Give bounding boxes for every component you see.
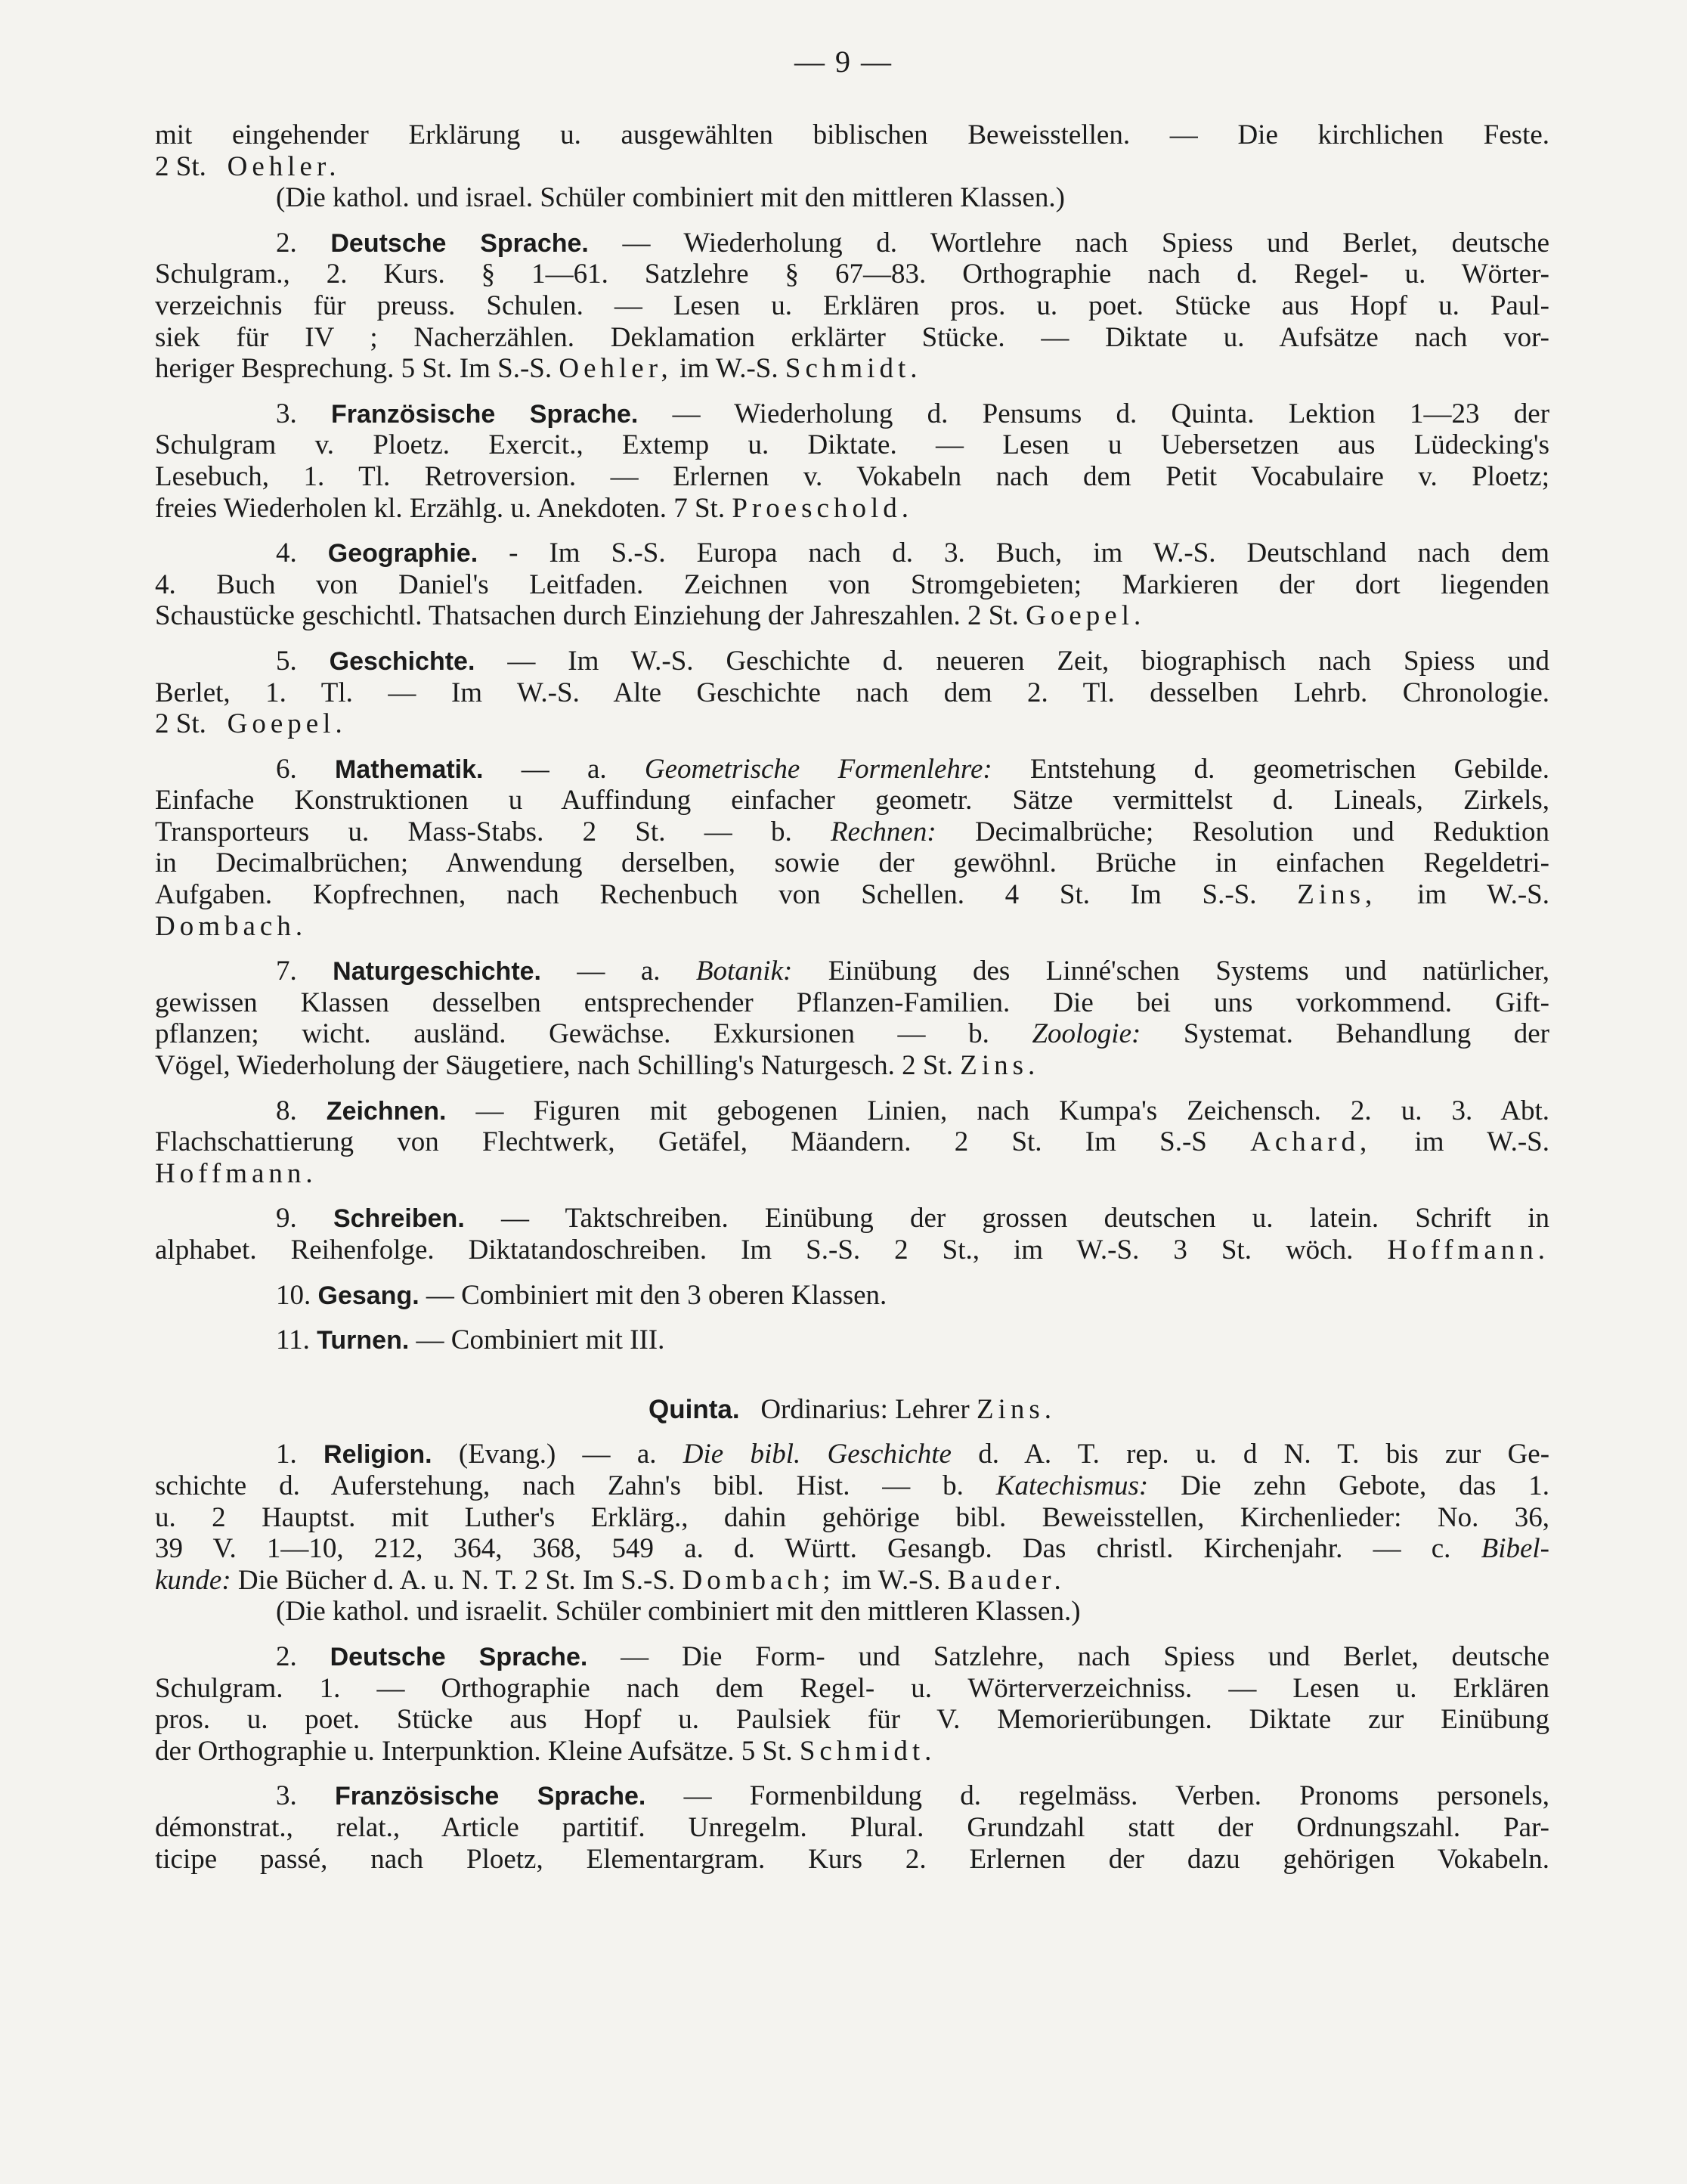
text-span: alphabet. Reihenfolge. Diktatandoschreiben. Im S.-S. 2 St., im W.-S. 3 St. wöch. [155, 1235, 1354, 1265]
section-number: 6. [276, 753, 297, 785]
section-number: 1. [276, 1439, 297, 1470]
text-span: — a. [521, 753, 607, 785]
section-turnen [155, 1324, 1549, 1356]
section-heading: Geographie. [327, 539, 478, 568]
text-line: Schulgram. 1. — Orthographie nach dem Regel- u. Wörterverzeichniss. — Lesen u. Erklären [155, 1672, 1549, 1704]
text-span: der Orthographie u. Interpunktion. Kleine Aufsätze. 5 St. [155, 1735, 793, 1767]
text-line [155, 600, 1549, 632]
section-number: 8. [276, 1095, 297, 1126]
text-line [155, 1736, 1549, 1767]
text-line [155, 1565, 1549, 1597]
section-number: 9. [276, 1203, 297, 1235]
text-line: 4. Buch von Daniel's Leitfaden. Zeichnen von Stromgebieten; Markieren der dort liegenden [155, 568, 1549, 600]
text-span: Die Bücher d. A. u. N. T. 2 St. Im S.-S. [237, 1564, 676, 1596]
section-heading: Französische Sprache. [334, 1782, 646, 1811]
text-span: - Im S.-S. Europa nach d. 3. Buch, im W.-S. Deutschland nach dem [509, 537, 1550, 569]
section-heading: Deutsche Sprache. [330, 228, 589, 258]
text-line: siek für IV ; Nacherzählen. Deklamation erklärter Stücke. — Diktate u. Aufsätze nach vor- [155, 321, 1549, 353]
italic-term: Botanik: [695, 956, 793, 987]
italic-term: Rechnen: [830, 816, 936, 847]
text-line [155, 353, 1549, 385]
teacher-name: Goepel. [227, 708, 347, 740]
text-span: Transporteurs u. Mass-Stabs. 2 St. — b. [155, 816, 792, 847]
teacher-name: Hoffmann. [1387, 1235, 1550, 1265]
teacher-name: Goepel. [1026, 600, 1146, 632]
text-span: — Combiniert mit den 3 oberen Klassen. [426, 1279, 887, 1311]
teacher-name: Dombach; [682, 1564, 835, 1596]
teacher-name: Proeschold. [732, 492, 914, 524]
text-span: pflanzen; wicht. ausländ. Gewächse. Exkursionen — b. [155, 1018, 989, 1050]
teacher-name: Achard, [1250, 1126, 1372, 1158]
text-line: (Die kathol. und israelit. Schüler combiniert mit den mittleren Klassen.) [276, 1596, 1081, 1628]
section-number: 4. [276, 537, 297, 569]
text-span: 2 St. [155, 708, 206, 740]
teacher-name: Zins. [960, 1050, 1040, 1082]
text-line [155, 1470, 1549, 1502]
teacher-name: Zins, [1297, 879, 1377, 911]
teacher-name: Schmidt. [799, 1735, 936, 1767]
text-span: Flachschattierung von Flechtwerk, Getäfel, Mäandern. 2 St. Im S.-S [155, 1126, 1207, 1158]
text-span: — Formenbildung d. regelmäss. Verben. Pronoms personels, [683, 1780, 1550, 1812]
page-number: — 9 — [794, 45, 893, 79]
text-span: — a. [577, 956, 661, 987]
text-line: gewissen Klassen desselben entsprechender Pflanzen-Familien. Die bei uns vorkommend. Gift- [155, 987, 1549, 1018]
text-span: im W.-S. [679, 353, 778, 385]
text-line [155, 1050, 1549, 1082]
text-span: — Taktschreiben. Einübung der grossen deutschen u. latein. Schrift in [500, 1203, 1549, 1235]
section-heading: Schreiben. [333, 1204, 465, 1234]
text-line: Schulgram., 2. Kurs. § 1—61. Satzlehre § 67—83. Orthographie nach d. Regel- u. Wörter- [155, 259, 1549, 290]
section-heading: Naturgeschichte. [333, 957, 542, 987]
section-zeichnen [155, 1095, 1549, 1127]
text-span: — Im W.-S. Geschichte d. neueren Zeit, biographisch nach Spiess und [507, 645, 1549, 677]
text-line [155, 1018, 1549, 1050]
text-span: 39 V. 1—10, 212, 364, 368, 549 a. d. Württ. Gesangb. Das christl. Kirchenjahr. — c. [155, 1533, 1451, 1565]
teacher-name: Oehler, [559, 353, 673, 385]
section-number: 3. [276, 398, 297, 429]
text-line: Lesebuch, 1. Tl. Retroversion. — Erlernen v. Vokabeln nach dem Petit Vocabulaire v. Ploetz; [155, 460, 1549, 492]
teacher-name: Hoffmann. [155, 1157, 317, 1189]
text-span: Decimalbrüche; Resolution und Reduktion [974, 816, 1550, 847]
text-line [155, 493, 1549, 525]
class-title: Quinta. [648, 1394, 740, 1424]
teacher-name: Bauder. [947, 1564, 1066, 1596]
section-franzoesische-sprache-quinta [155, 1780, 1549, 1812]
text-line: mit eingehender Erklärung u. ausgewählten biblischen Beweisstellen. — Die kirchlichen Feste. [155, 119, 1549, 150]
text-span: Entstehung d. geometrischen Gebilde. [1029, 753, 1549, 785]
section-schreiben [155, 1203, 1549, 1235]
text-span: d. A. T. rep. u. d N. T. bis zur Ge- [978, 1439, 1550, 1470]
section-deutsche-sprache-quinta [155, 1641, 1549, 1673]
section-heading: Mathematik. [334, 754, 484, 784]
teacher-name: Oehler. [227, 150, 341, 182]
text-span: — Die Form- und Satzlehre, nach Spiess und Berlet, deutsche [621, 1640, 1550, 1672]
section-number: 5. [276, 645, 297, 677]
section-heading: Religion. [323, 1440, 432, 1470]
text-line [155, 816, 1549, 848]
section-number: 2. [276, 1640, 297, 1672]
text-line: pros. u. poet. Stücke aus Hopf u. Paulsiek für V. Memorierübungen. Diktate zur Einübung [155, 1704, 1549, 1736]
section-mathematik [155, 754, 1549, 785]
text-span: 2 St. [155, 150, 206, 182]
teacher-name: Dombach. [155, 910, 308, 942]
text-line: Schulgram v. Ploetz. Exercit., Extemp u. Diktate. — Lesen u Uebersetzen aus Lüdecking's [155, 429, 1549, 461]
section-geographie [155, 537, 1549, 569]
text-line [155, 879, 1549, 911]
italic-term: Geometrische Formenlehre: [644, 753, 992, 785]
italic-term: Bibel- [1481, 1533, 1549, 1565]
text-span: Vögel, Wiederholung der Säugetiere, nach Schilling's Naturgesch. 2 St. [155, 1050, 954, 1082]
section-number: 3. [276, 1780, 297, 1812]
section-number: 10. [276, 1279, 311, 1311]
text-line [155, 1126, 1549, 1158]
text-span: (Evang.) — a. [458, 1439, 657, 1470]
italic-term: Katechismus: [995, 1470, 1149, 1501]
section-number: 7. [276, 956, 297, 987]
section-religion [155, 1439, 1549, 1470]
text-line: Einfache Konstruktionen u Auffindung einfacher geometr. Sätze vermittelst d. Lineals, Zirkels, [155, 785, 1549, 816]
text-span: freies Wiederholen kl. Erzählg. u. Anekdoten. 7 St. [155, 492, 726, 524]
text-span: — Combiniert mit III. [416, 1324, 665, 1356]
teacher-name: Schmidt. [785, 353, 922, 385]
text-line: démonstrat., relat., Article partitif. Unregelm. Plural. Grundzahl statt der Ordnungszahl. Par- [155, 1811, 1549, 1843]
text-span: — Wiederholung d. Wortlehre nach Spiess und Berlet, deutsche [622, 227, 1550, 259]
section-heading: Zeichnen. [326, 1096, 447, 1126]
italic-term: Die bibl. Geschichte [683, 1439, 952, 1470]
text-span: im W.-S. [1414, 1126, 1550, 1158]
text-span: Schaustücke geschichtl. Thatsachen durch Einziehung der Jahreszahlen. 2 St. [155, 600, 1019, 632]
text-span: im W.-S. [1416, 879, 1549, 911]
section-heading: Turnen. [317, 1326, 410, 1355]
section-geschichte [155, 646, 1549, 677]
section-naturgeschichte [155, 956, 1549, 987]
text-span: Systemat. Behandlung der [1183, 1018, 1550, 1050]
text-line [155, 1533, 1549, 1565]
text-line: u. 2 Hauptst. mit Luther's Erklärg., dahin gehörige bibl. Beweisstellen, Kirchenlieder: No. 36, [155, 1501, 1549, 1533]
text-span: — Wiederholung d. Pensums d. Quinta. Lektion 1—23 der [672, 398, 1550, 429]
text-span: schichte d. Auferstehung, nach Zahn's bibl. Hist. — b. [155, 1470, 964, 1501]
body-text [155, 119, 1549, 1875]
section-heading: Gesang. [317, 1281, 419, 1310]
section-gesang [155, 1280, 1549, 1312]
section-heading: Geschichte. [329, 646, 475, 676]
text-span: im W.-S. [841, 1564, 941, 1596]
section-deutsche-sprache [155, 228, 1549, 259]
section-heading: Deutsche Sprache. [330, 1642, 588, 1671]
text-span: Die zehn Gebote, das 1. [1181, 1470, 1550, 1501]
text-line: Berlet, 1. Tl. — Im W.-S. Alte Geschichte nach dem 2. Tl. desselben Lehrb. Chronologie. [155, 677, 1549, 708]
italic-term: kunde: [155, 1564, 231, 1596]
text-span: heriger Besprechung. 5 St. Im S.-S. [155, 353, 553, 385]
text-line: ticipe passé, nach Ploetz, Elementargram. Kurs 2. Erlernen der dazu gehörigen Vokabeln. [155, 1843, 1549, 1875]
text-line [155, 708, 1549, 740]
text-span: — Figuren mit gebogenen Linien, nach Kumpa's Zeichensch. 2. u. 3. Abt. [475, 1095, 1550, 1126]
section-number: 2. [276, 227, 297, 259]
text-line: verzeichnis für preuss. Schulen. — Lesen u. Erklären pros. u. poet. Stücke aus Hopf u. Paul- [155, 290, 1549, 321]
section-franzoesische-sprache [155, 398, 1549, 430]
class-heading-quinta [155, 1394, 1549, 1426]
text-span: Einübung des Linné'schen Systems und natürlicher, [828, 956, 1550, 987]
text-line [155, 1235, 1549, 1266]
text-line [155, 151, 1549, 183]
text-span: Aufgaben. Kopfrechnen, nach Rechenbuch von Schellen. 4 St. Im S.-S. [155, 879, 1257, 911]
text-line: in Decimalbrüchen; Anwendung derselben, sowie der gewöhnl. Brüche in einfachen Regeldetri- [155, 847, 1549, 879]
text-span: Ordinarius: Lehrer [760, 1393, 970, 1425]
teacher-name: Zins. [976, 1393, 1056, 1425]
section-heading: Französische Sprache. [331, 399, 639, 429]
italic-term: Zoologie: [1032, 1018, 1141, 1050]
text-line: (Die kathol. und israel. Schüler combiniert mit den mittleren Klassen.) [276, 182, 1065, 214]
section-number: 11. [276, 1324, 310, 1356]
